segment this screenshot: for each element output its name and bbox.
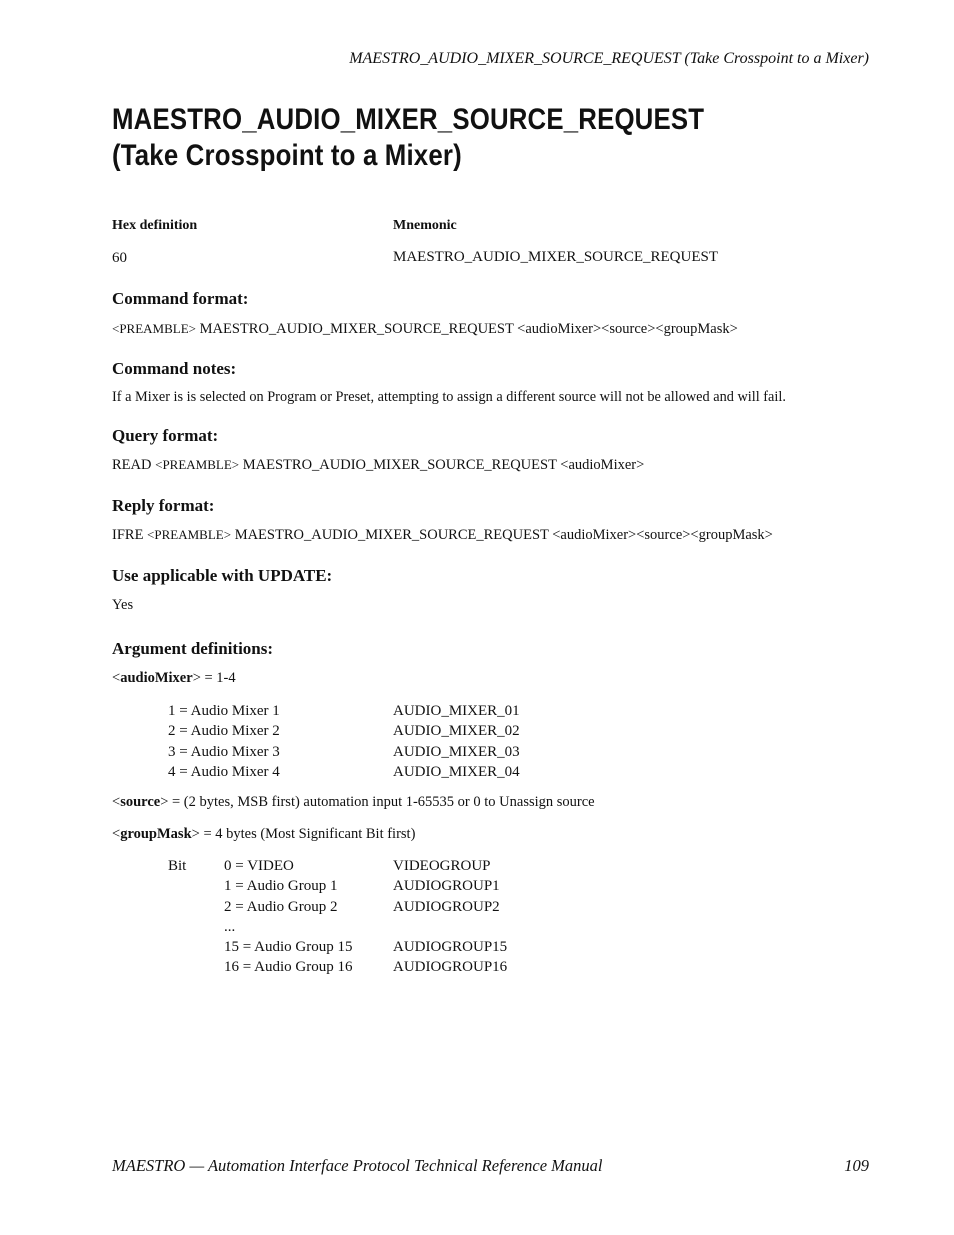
reply-format-heading: Reply format: [112,496,215,515]
mnemonic-value: MAESTRO_AUDIO_MIXER_SOURCE_REQUEST [393,249,719,265]
argument-range: > = 4 bytes (Most Significant Bit first) [191,826,416,842]
source-definition [112,794,595,811]
title-line-1: MAESTRO_AUDIO_MIXER_SOURCE_REQUEST [112,103,705,136]
hex-value: 60 [112,250,127,266]
group-mask-definition [112,826,415,843]
command-format-heading: Command format: [112,289,249,308]
preamble-token: <PREAMBLE> [147,527,232,542]
table-cell: ... [224,918,236,935]
table-cell: AUDIO_MIXER_04 [393,763,520,780]
footer-text: MAESTRO — Automation Interface Protocol Technical Reference Manual [112,1156,603,1175]
table-cell: AUDIO_MIXER_02 [393,723,520,740]
audio-mixer-mnemonic-column [393,701,520,782]
table-cell: 0 = VIDEO [224,858,294,874]
command-notes-heading: Command notes: [112,359,237,378]
table-cell: 1 = Audio Group 1 [224,878,338,895]
reply-format-text [112,527,773,544]
query-prefix: READ [112,457,156,473]
open-bracket: < [112,670,121,686]
preamble-token: <PREAMBLE> [155,457,240,472]
command-notes-text: If a Mixer is is selected on Program or Preset, attempting to assign a different source will not be allowed and will fail. [112,389,786,405]
query-format-heading: Query format: [112,426,219,445]
update-heading: Use applicable with UPDATE: [112,566,333,585]
hex-definition-label: Hex definition [112,218,198,233]
argument-name: groupMask [120,826,192,842]
argument-definitions-heading: Argument definitions: [112,639,274,658]
argument-range: > = 1-4 [192,670,236,686]
running-header: MAESTRO_AUDIO_MIXER_SOURCE_REQUEST (Take Crosspoint to a Mixer) [349,50,869,67]
table-cell: 4 = Audio Mixer 4 [168,763,280,780]
command-format-text [112,321,738,338]
table-cell: AUDIOGROUP16 [393,959,508,976]
query-format-body: MAESTRO_AUDIO_MIXER_SOURCE_REQUEST <audioMixer> [239,457,645,473]
title-line-2: (Take Crosspoint to a Mixer) [112,139,462,172]
open-bracket: < [112,826,121,842]
reply-prefix: IFRE [112,527,148,543]
group-mask-mnemonic-column [393,856,507,978]
table-cell: 3 = Audio Mixer 3 [168,743,280,760]
table-cell: AUDIOGROUP15 [393,939,508,956]
table-cell: AUDIOGROUP1 [393,878,500,895]
table-cell: 1 = Audio Mixer 1 [168,703,280,719]
table-cell: VIDEOGROUP [393,858,491,874]
audio-mixer-desc-column [168,701,280,782]
update-value: Yes [112,597,134,613]
table-cell: AUDIOGROUP2 [393,898,500,915]
open-bracket: < [112,794,121,810]
argument-range: > = (2 bytes, MSB first) automation input 1-65535 or 0 to Unassign source [160,794,595,810]
table-cell: AUDIO_MIXER_01 [393,703,520,719]
audio-mixer-definition [112,670,236,687]
table-cell: 2 = Audio Mixer 2 [168,723,280,740]
table-cell: 15 = Audio Group 15 [224,939,353,956]
command-format-body: MAESTRO_AUDIO_MIXER_SOURCE_REQUEST <audioMixer><source><groupMask> [196,321,738,337]
argument-name: source [120,794,161,810]
page-title [112,102,704,174]
preamble-token: <PREAMBLE> [112,321,197,336]
table-cell [393,917,507,937]
group-mask-desc-column [224,856,352,978]
query-format-text [112,457,644,474]
bit-label: Bit [168,858,187,874]
page-number: 109 [844,1156,869,1175]
mnemonic-label: Mnemonic [393,218,457,233]
argument-name: audioMixer [120,670,193,686]
table-cell: 16 = Audio Group 16 [224,959,353,976]
reply-format-body: MAESTRO_AUDIO_MIXER_SOURCE_REQUEST <audioMixer><source><groupMask> [231,527,773,543]
table-cell: 2 = Audio Group 2 [224,898,338,915]
table-cell: AUDIO_MIXER_03 [393,743,520,760]
